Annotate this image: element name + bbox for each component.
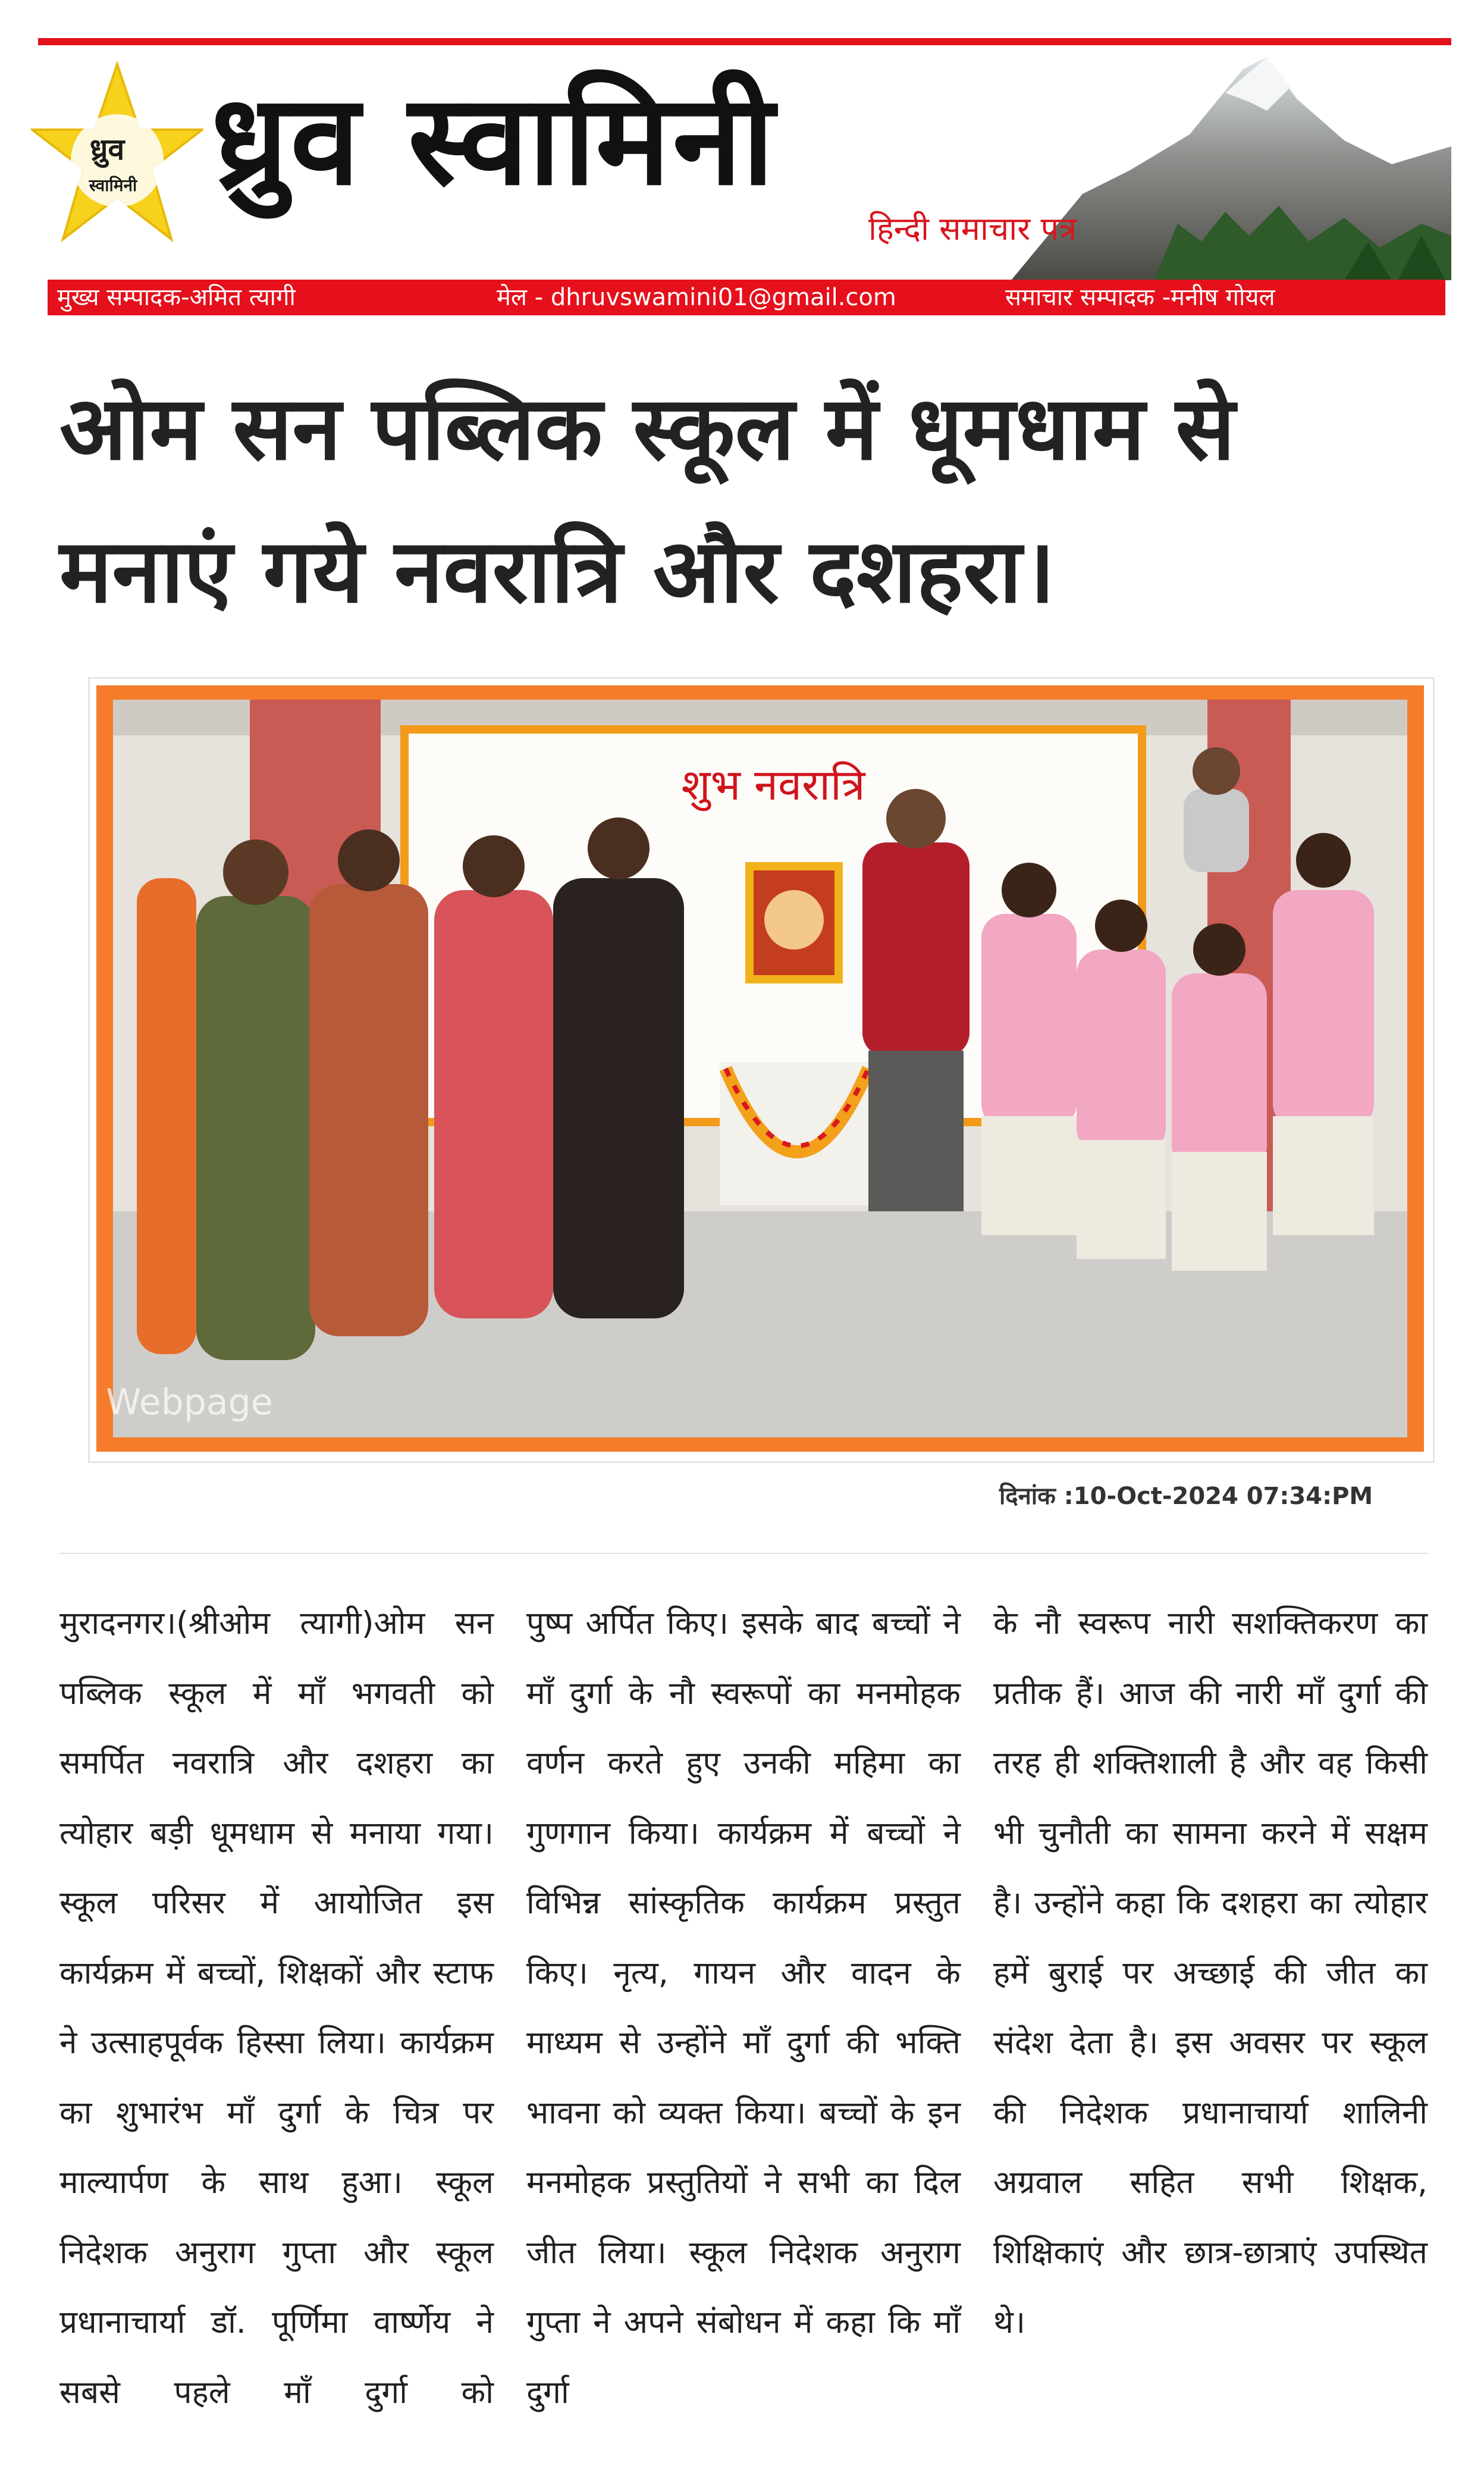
photo-watermark: Webpage (106, 1381, 273, 1423)
section-divider (59, 1553, 1427, 1554)
chief-editor-label: मुख्य सम्पादक-अमित त्यागी (57, 284, 296, 311)
logo-text-line2: स्वामिनी (89, 176, 137, 195)
article-column-1: मुरादनगर।(श्रीओम त्यागी)ओम सन पब्लिक स्कूल में माँ भगवती को समर्पित नवरात्रि और दशहरा का त्योहार बड़ी धूमधाम से मनाया गया। स्कूल परिसर में आयोजित इस कार्यक्रम में बच्चों, शिक्षकों और स्टाफ ने उत्साहपूर्वक हिस्सा लिया। कार्यक्रम का शुभारंभ माँ दुर्गा के चित्र पर माल्यार्पण के साथ हुआ। स्कूल निदेशक अनुराग गुप्ता और स्कूल प्रधानाचार्या डॉ. पूर्णिमा वार्ष्णेय ने सबसे पहले माँ दुर्गा को (59, 1605, 494, 2411)
article-column-3: के नौ स्वरूप नारी सशक्तिकरण का प्रतीक हैं। आज की नारी माँ दुर्गा की तरह ही शक्तिशाली है और वह किसी भी चुनौती का सामना करने में सक्षम है। उन्होंने कहा कि दशहरा का त्योहार हमें बुराई पर अच्छाई की जीत का संदेश देता है। इस अवसर पर स्कूल की निदेशक प्रधानाचार्या शालिनी अग्रवाल सहित सभी शिक्षक, शिक्षिकाएं और छात्र-छात्राएं उपस्थित थे। (993, 1605, 1427, 2341)
masthead-top-rule (38, 38, 1451, 45)
newspaper-subtitle: हिन्दी समाचार पत्र (868, 210, 1077, 248)
article-column-2: पुष्प अर्पित किए। इसके बाद बच्चों ने माँ दुर्गा के नौ स्वरूपों का मनमोहक वर्णन करते हुए उनकी महिमा का गुणगान किया। कार्यक्रम में बच्चों ने विभिन्न सांस्कृतिक कार्यक्रम प्रस्तुत किए। नृत्य, गायन और वादन के माध्यम से उन्होंने माँ दुर्गा की भक्ति भावना को व्यक्त किया। बच्चों के इन मनमोहक प्रस्तुतियों ने सभी का दिल जीत लिया। स्कूल निदेशक अनुराग गुप्ता ने अपने संबोधन में कहा कि माँ दुर्गा (526, 1605, 961, 2411)
email-label[interactable]: मेल - dhruvswamini01@gmail.com (497, 284, 896, 311)
news-editor-label: समाचार सम्पादक -मनीष गोयल (1005, 284, 1275, 311)
masthead-info-band (48, 280, 1445, 315)
logo-text-line1: ध्रुव (89, 131, 125, 167)
newspaper-title: ध्रुव स्वामिनी (211, 66, 777, 213)
photo-banner-text: शुभ नवरात्रि (681, 760, 865, 810)
article-headline: ओम सन पब्लिक स्कूल में धूमधाम से मनाएं गये नवरात्रि और दशहरा। (59, 377, 1235, 622)
article-date: दिनांक :10-Oct-2024 07:34:PM (999, 1483, 1373, 1510)
